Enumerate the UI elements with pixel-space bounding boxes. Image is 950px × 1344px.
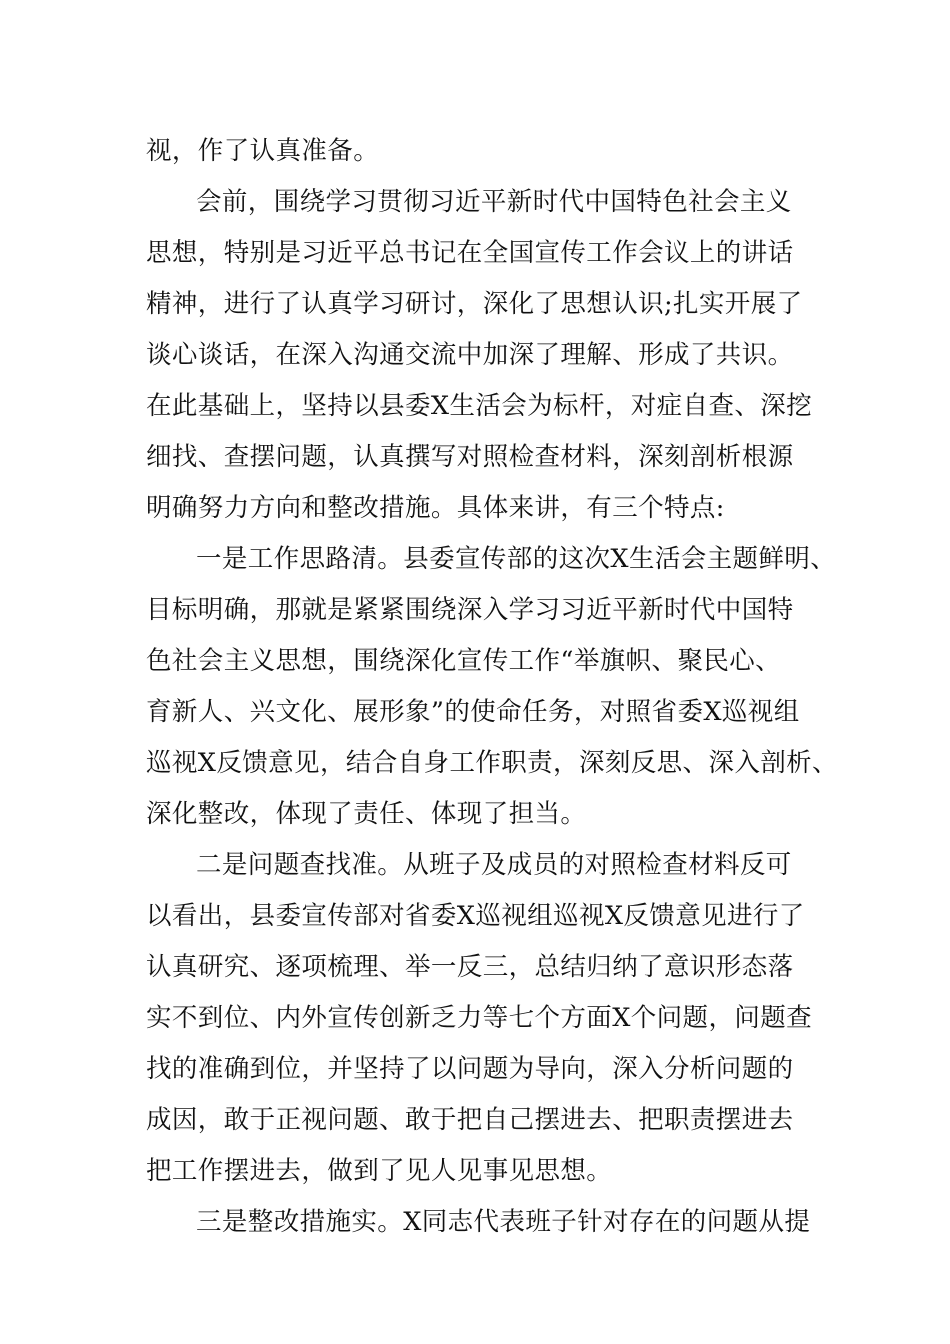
text-line: 思想，特别是习近平总书记在全国宣传工作会议上的讲话 — [146, 238, 794, 268]
paragraph-start-line: 三是整改措施实。X同志代表班子针对存在的问题从提 — [196, 1207, 811, 1237]
text-line: 成因，敢于正视问题、敢于把自己摆进去、把职责摆进去 — [146, 1105, 794, 1135]
text-line: 色社会主义思想，围绕深化宣传工作“举旗帜、聚民心、 — [146, 646, 782, 676]
paragraph-start-line: 会前，围绕学习贯彻习近平新时代中国特色社会主义 — [196, 187, 792, 217]
text-line: 育新人、兴文化、展形象”的使命任务，对照省委X巡视组 — [146, 697, 800, 727]
text-line: 以看出，县委宣传部对省委X巡视组巡视X反馈意见进行了 — [146, 901, 805, 931]
paragraph-start-line: 一是工作思路清。县委宣传部的这次X生活会主题鲜明、 — [196, 544, 837, 574]
paragraph-start-line: 二是问题查找准。从班子及成员的对照检查材料反可 — [196, 850, 792, 880]
text-line: 明确努力方向和整改措施。具体来讲，有三个特点: — [146, 493, 725, 523]
text-line: 谈心谈话，在深入沟通交流中加深了理解、形成了共识。 — [146, 340, 794, 370]
text-line: 找的准确到位，并坚持了以问题为导向，深入分析问题的 — [146, 1054, 794, 1084]
text-line: 巡视X反馈意见，结合自身工作职责，深刻反思、深入剖析、 — [146, 748, 838, 778]
text-line: 深化整改，体现了责任、体现了担当。 — [146, 799, 587, 829]
text-line: 视，作了认真准备。 — [146, 136, 380, 166]
text-line: 在此基础上，坚持以县委X生活会为标杆，对症自查、深挖 — [146, 391, 813, 421]
text-line: 认真研究、逐项梳理、举一反三，总结归纳了意识形态落 — [146, 952, 794, 982]
text-line: 细找、查摆问题，认真撰写对照检查材料，深刻剖析根源 — [146, 442, 794, 472]
text-line: 把工作摆进去，做到了见人见事见思想。 — [146, 1156, 613, 1186]
text-line: 精神，进行了认真学习研讨，深化了思想认识;扎实开展了 — [146, 289, 803, 319]
document-body — [146, 126, 838, 1248]
text-line: 目标明确，那就是紧紧围绕深入学习习近平新时代中国特 — [146, 595, 794, 625]
text-line: 实不到位、内外宣传创新乏力等七个方面X个问题，问题查 — [146, 1003, 813, 1033]
